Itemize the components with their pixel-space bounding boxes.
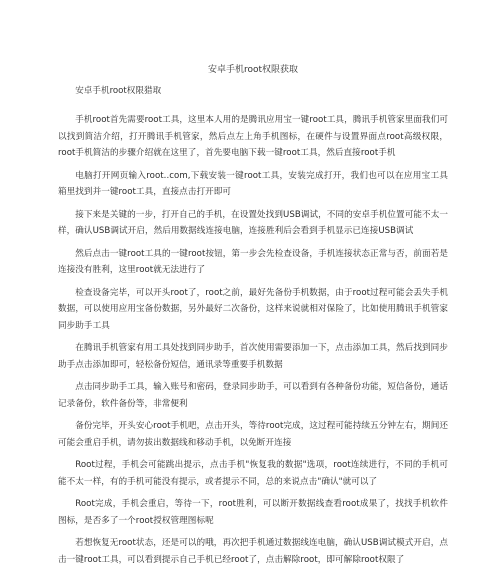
paragraph: 然后点击一键root工具的一键root按钮，第一步会先检查设备，手机连接状态正常与否，前面若是连接没有胜利，这里root就无法进行了 <box>58 248 448 275</box>
paragraph: Root完成，手机会重启，等待一下，root胜利，可以断开数据线查看root成果了，找找手机软件图标，是否多了一个root授权管理图标呢 <box>58 499 448 526</box>
paragraph: 备份完毕，开头安心root手机吧，点击开头，等待root完成，这过程可能持续五分钟左右，期间还可能会重启手机，请勿拔出数据线和移动手机，以免断开连接 <box>58 421 448 448</box>
document-subtitle: 安卓手机root权限猎取 <box>75 86 162 96</box>
paragraph: 手机root首先需要root工具，这里本人用的是腾讯应用宝一键root工具，腾讯手机管家里面我们可以找到简洁介绍，打开腾讯手机管家，然后点左上角手机图标，在硬件与设置界面点root高级权限，root手机简洁的步骤介绍就在这里了，首先要电脑下载一键root工具，然后直接root手机 <box>58 115 448 158</box>
document-body <box>58 112 448 568</box>
paragraph: 接下来是关键的一步，打开自己的手机，在设置处找到USB调试，不同的安卓手机位置可能不太一样，确认USB调试开启，然后用数据线连接电脑，连接胜利后会看到手机显示已连接USB调试 <box>58 209 448 236</box>
paragraph: Root过程，手机会可能跳出提示，点击手机"恢复我的数据"选项，root连续进行，不同的手机可能不太一样，有的手机可能没有提示，或者提示不同，总的来说点击"确认"就可以了 <box>58 460 448 487</box>
paragraph: 点击同步助手工具，输入账号和密码，登录同步助手，可以看到有各种备份功能，短信备份，通话记录备份，软件备份等，非常便利 <box>58 382 448 409</box>
paragraph: 检查设备完毕，可以开头root了，root之前，最好先备份手机数据，由于root过程可能会丢失手机数据，可以使用应用宝备份数据，另外最好二次备份，这样来说就相对保险了，比如使用腾讯手机管家同步助手工具 <box>58 287 448 331</box>
paragraph: 在腾讯手机管家有用工具处找到同步助手，首次使用需要添加一下，点击添加工具，然后找到同步助手点击添加即可，轻松备份短信，通讯录等重要手机数据 <box>58 343 448 370</box>
paragraph: 若想恢复无root状态，还是可以的哦，再次把手机通过数据线连电脑，确认USB调试模式开启，点击一键root工具，可以看到提示自己手机已经root了，点击解除root，即可解除root权限了 <box>58 538 448 565</box>
document-title: 安卓手机root权限获取 <box>207 65 299 75</box>
paragraph: 电脑打开网页输入root..com,下载安装一键root工具，安装完成打开，我们也可以在应用宝工具箱里找到并一键root工具，直接点击打开即可 <box>58 170 448 197</box>
